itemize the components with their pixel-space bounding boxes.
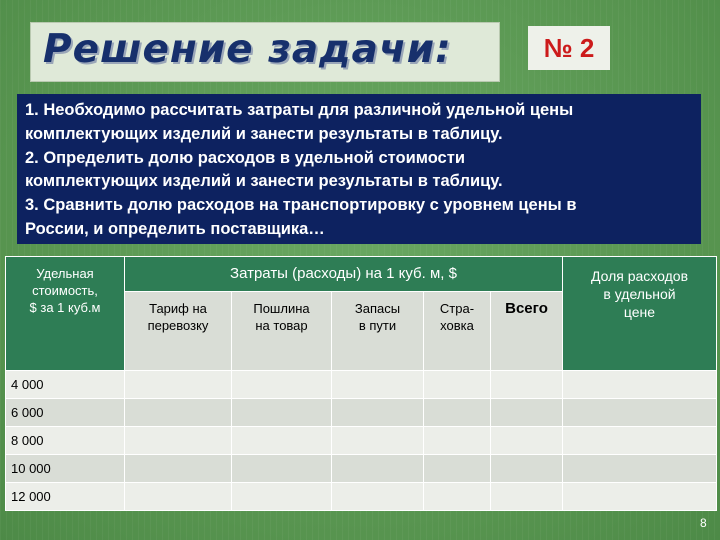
- cell-duty[interactable]: [232, 455, 332, 483]
- table-row: [6, 371, 717, 399]
- cell-share[interactable]: [563, 371, 717, 399]
- task-line: России, и определить поставщика…: [25, 219, 325, 238]
- header-expense-share: [563, 257, 717, 371]
- page-number: 8: [700, 516, 707, 530]
- cell-insurance[interactable]: [424, 455, 491, 483]
- cell-duty[interactable]: [232, 399, 332, 427]
- subheader-stock-in-transit: [332, 292, 424, 371]
- row-unit-cost: 4 000: [6, 371, 125, 399]
- cell-tariff[interactable]: [125, 455, 232, 483]
- header-expense-share-line: Доля расходов: [590, 268, 689, 284]
- table-row: [6, 483, 717, 511]
- cell-insurance[interactable]: [424, 399, 491, 427]
- task-description-box: [17, 94, 701, 244]
- header-costs-group: Затраты (расходы) на 1 куб. м, $: [125, 257, 563, 292]
- row-unit-cost: 8 000: [6, 427, 125, 455]
- header-unit-cost-line: $ за 1 куб.м: [29, 300, 101, 315]
- header-unit-cost-line: Удельная: [36, 266, 94, 281]
- cell-stock[interactable]: [332, 427, 424, 455]
- row-unit-cost: 12 000: [6, 483, 125, 511]
- table-row: [6, 427, 717, 455]
- slide-title: Решение задачи:: [43, 27, 452, 72]
- task-line: комплектующих изделий и занести результаты в таблицу.: [25, 124, 503, 143]
- cell-duty[interactable]: [232, 427, 332, 455]
- cell-share[interactable]: [563, 427, 717, 455]
- header-expense-share-line: цене: [623, 304, 656, 320]
- subheader-line: Стра-: [439, 301, 475, 316]
- cell-stock[interactable]: [332, 455, 424, 483]
- task-line: комплектующих изделий и занести результаты в таблицу.: [25, 172, 503, 191]
- slide-title-box: [30, 22, 500, 82]
- cell-tariff[interactable]: [125, 483, 232, 511]
- header-expense-share-line: в удельной: [603, 286, 676, 302]
- cell-total[interactable]: [491, 483, 563, 511]
- cost-table: [5, 256, 717, 511]
- header-unit-cost: [6, 257, 125, 371]
- cell-share[interactable]: [563, 399, 717, 427]
- cell-insurance[interactable]: [424, 371, 491, 399]
- cell-total[interactable]: [491, 399, 563, 427]
- subheader-line: ховка: [440, 318, 474, 333]
- cell-stock[interactable]: [332, 371, 424, 399]
- task-line: 3. Сравнить долю расходов на транспортировку с уровнем цены в: [25, 196, 577, 215]
- cell-share[interactable]: [563, 483, 717, 511]
- subheader-tariff: [125, 292, 232, 371]
- subheader-line: Пошлина: [253, 301, 310, 316]
- row-unit-cost: 6 000: [6, 399, 125, 427]
- cell-share[interactable]: [563, 455, 717, 483]
- task-line: 2. Определить долю расходов в удельной стоимости: [25, 148, 465, 167]
- subheader-line: Запасы: [354, 301, 401, 316]
- cell-duty[interactable]: [232, 483, 332, 511]
- task-line: 1. Необходимо рассчитать затраты для различной удельной цены: [25, 101, 574, 119]
- cell-tariff[interactable]: [125, 399, 232, 427]
- subheader-duty: [232, 292, 332, 371]
- table-row: [6, 455, 717, 483]
- subheader-line: на товар: [255, 318, 308, 333]
- cell-tariff[interactable]: [125, 427, 232, 455]
- table-row: [6, 399, 717, 427]
- row-unit-cost: 10 000: [6, 455, 125, 483]
- cell-total[interactable]: [491, 427, 563, 455]
- subheader-line: перевозку: [147, 318, 209, 333]
- subheader-line: Всего: [505, 300, 548, 317]
- cell-insurance[interactable]: [424, 427, 491, 455]
- subheader-line: Тариф на: [149, 301, 207, 316]
- subheader-insurance: [424, 292, 491, 371]
- header-unit-cost-line: стоимость,: [32, 283, 98, 298]
- cell-tariff[interactable]: [125, 371, 232, 399]
- task-number: № 2: [543, 32, 595, 63]
- cell-stock[interactable]: [332, 483, 424, 511]
- subheader-total: [491, 292, 563, 371]
- cell-total[interactable]: [491, 371, 563, 399]
- cell-insurance[interactable]: [424, 483, 491, 511]
- cell-stock[interactable]: [332, 399, 424, 427]
- cell-duty[interactable]: [232, 371, 332, 399]
- subheader-line: в пути: [358, 318, 397, 333]
- cell-total[interactable]: [491, 455, 563, 483]
- task-number-box: [528, 26, 610, 70]
